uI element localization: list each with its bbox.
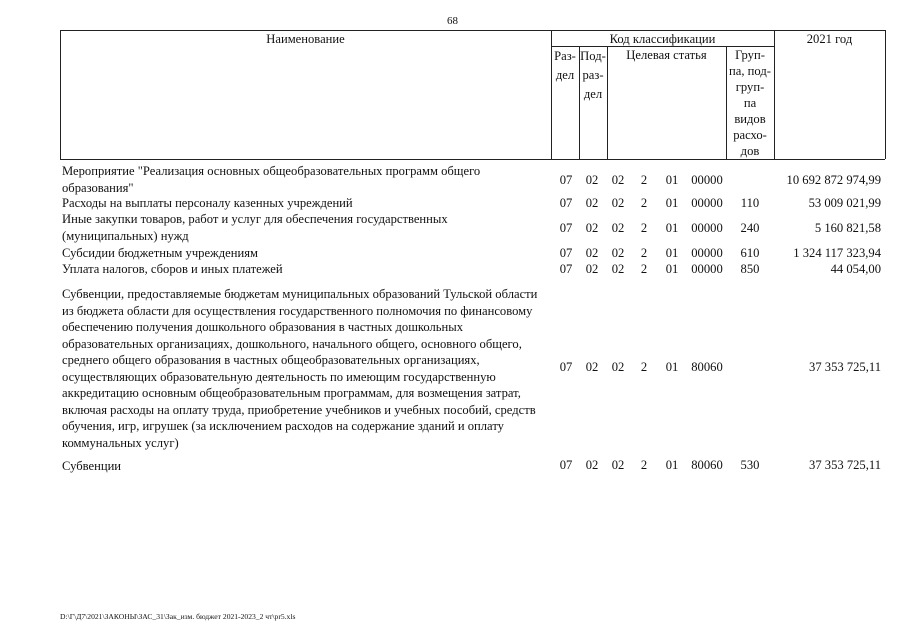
row-target-4: 00000 bbox=[691, 221, 723, 235]
row-name: Расходы на выплаты персоналу казенных учреждений bbox=[62, 196, 353, 210]
row-target-1: 02 bbox=[611, 196, 625, 210]
row-target-4: 80060 bbox=[691, 458, 723, 472]
row-target-3: 01 bbox=[665, 196, 679, 210]
row-target-3: 01 bbox=[665, 360, 679, 374]
row-target-1: 02 bbox=[611, 360, 625, 374]
header-razdel: Раз- дел bbox=[554, 49, 576, 82]
row-target-1: 02 bbox=[611, 262, 625, 276]
row-target-1: 02 bbox=[611, 458, 625, 472]
row-sum: 37 353 725,11 bbox=[809, 458, 881, 472]
row-target-2: 2 bbox=[640, 262, 648, 276]
row-name: Иные закупки товаров, работ и услуг для обеспечения государственных (муниципальных) нужд bbox=[62, 212, 448, 243]
header-group: Груп- па, под- груп- па видов расхо- дов bbox=[729, 48, 771, 158]
row-target-2: 2 bbox=[640, 173, 648, 187]
row-target-2: 2 bbox=[640, 246, 648, 260]
row-target-3: 01 bbox=[665, 246, 679, 260]
header-code: Код классификации bbox=[609, 32, 716, 46]
row-podrazdel: 02 bbox=[585, 262, 599, 276]
row-expense-type: 850 bbox=[740, 262, 760, 276]
row-target-3: 01 bbox=[665, 458, 679, 472]
row-podrazdel: 02 bbox=[585, 221, 599, 235]
row-razdel: 07 bbox=[559, 221, 573, 235]
header-right-border bbox=[885, 30, 886, 159]
row-expense-type: 240 bbox=[740, 221, 760, 235]
row-expense-type: 610 bbox=[740, 246, 760, 260]
row-target-2: 2 bbox=[640, 360, 648, 374]
row-target-3: 01 bbox=[665, 262, 679, 276]
header-podrazdel: Под- раз- дел bbox=[580, 49, 606, 101]
row-podrazdel: 02 bbox=[585, 173, 599, 187]
row-podrazdel: 02 bbox=[585, 246, 599, 260]
row-target-2: 2 bbox=[640, 196, 648, 210]
row-target-1: 02 bbox=[611, 173, 625, 187]
header-divider-year bbox=[774, 30, 775, 159]
table-row bbox=[62, 458, 882, 476]
row-podrazdel: 02 bbox=[585, 196, 599, 210]
row-name: Уплата налогов, сборов и иных платежей bbox=[62, 262, 283, 276]
table-row bbox=[62, 211, 882, 245]
row-name: Мероприятие "Реализация основных общеобразовательных программ общего образования" bbox=[62, 164, 481, 195]
row-sum: 5 160 821,58 bbox=[814, 221, 881, 235]
header-left-border bbox=[60, 30, 61, 159]
row-sum: 10 692 872 974,99 bbox=[786, 173, 881, 187]
row-target-4: 00000 bbox=[691, 173, 723, 187]
header-target: Целевая статья bbox=[626, 48, 707, 62]
row-sum: 44 054,00 bbox=[830, 262, 881, 276]
header-year: 2021 год bbox=[806, 32, 853, 46]
row-sum: 37 353 725,11 bbox=[809, 360, 881, 374]
row-target-2: 2 bbox=[640, 221, 648, 235]
row-razdel: 07 bbox=[559, 196, 573, 210]
row-name: Субвенции bbox=[62, 459, 122, 473]
row-name: Субсидии бюджетным учреждениям bbox=[62, 246, 258, 260]
row-podrazdel: 02 bbox=[585, 360, 599, 374]
row-target-1: 02 bbox=[611, 246, 625, 260]
row-sum: 1 324 117 323,94 bbox=[793, 246, 881, 260]
table-row bbox=[62, 163, 882, 197]
header-bottom-border bbox=[60, 159, 885, 160]
page-number: 68 bbox=[447, 15, 458, 27]
row-target-3: 01 bbox=[665, 221, 679, 235]
row-target-4: 00000 bbox=[691, 262, 723, 276]
file-path-footer: D:\Г\Д7\2021\ЗАКОНЫ\ЗАС_31\Зак_изм. бюджет 2021-2023_2 чт\pr5.xls bbox=[60, 612, 296, 621]
row-sum: 53 009 021,99 bbox=[808, 196, 881, 210]
row-target-3: 01 bbox=[665, 173, 679, 187]
row-podrazdel: 02 bbox=[585, 458, 599, 472]
row-name: Субвенции, предоставляемые бюджетам муниципальных образований Тульской области из бюджета области для осуществления государственного полномочия по финансовому обеспечению получения дошкольного образования в частных дошкольных образовательных организациях, дошкольного, начального общего, основного общего, среднего общего образования в частных общеобразовательных организациях, осуществляющих образовательную деятельность по имеющим государственную аккредитацию основным общеобразовательным программам, для возмещения затрат, включая расходы на оплату труда, приобретение учебников и учебных пособий, средств обучения, игр, игрушек (за исключением расходов на содержание зданий и оплату коммунальных услуг) bbox=[62, 287, 538, 450]
row-expense-type: 110 bbox=[740, 196, 760, 210]
table-row bbox=[62, 286, 882, 452]
row-razdel: 07 bbox=[559, 246, 573, 260]
row-target-4: 00000 bbox=[691, 196, 723, 210]
row-razdel: 07 bbox=[559, 360, 573, 374]
row-razdel: 07 bbox=[559, 262, 573, 276]
row-target-2: 2 bbox=[640, 458, 648, 472]
row-target-4: 80060 bbox=[691, 360, 723, 374]
row-expense-type: 530 bbox=[740, 458, 760, 472]
row-target-1: 02 bbox=[611, 221, 625, 235]
row-razdel: 07 bbox=[559, 458, 573, 472]
row-razdel: 07 bbox=[559, 173, 573, 187]
row-target-4: 00000 bbox=[691, 246, 723, 260]
table-row bbox=[62, 261, 882, 279]
header-name: Наименование bbox=[266, 32, 345, 46]
